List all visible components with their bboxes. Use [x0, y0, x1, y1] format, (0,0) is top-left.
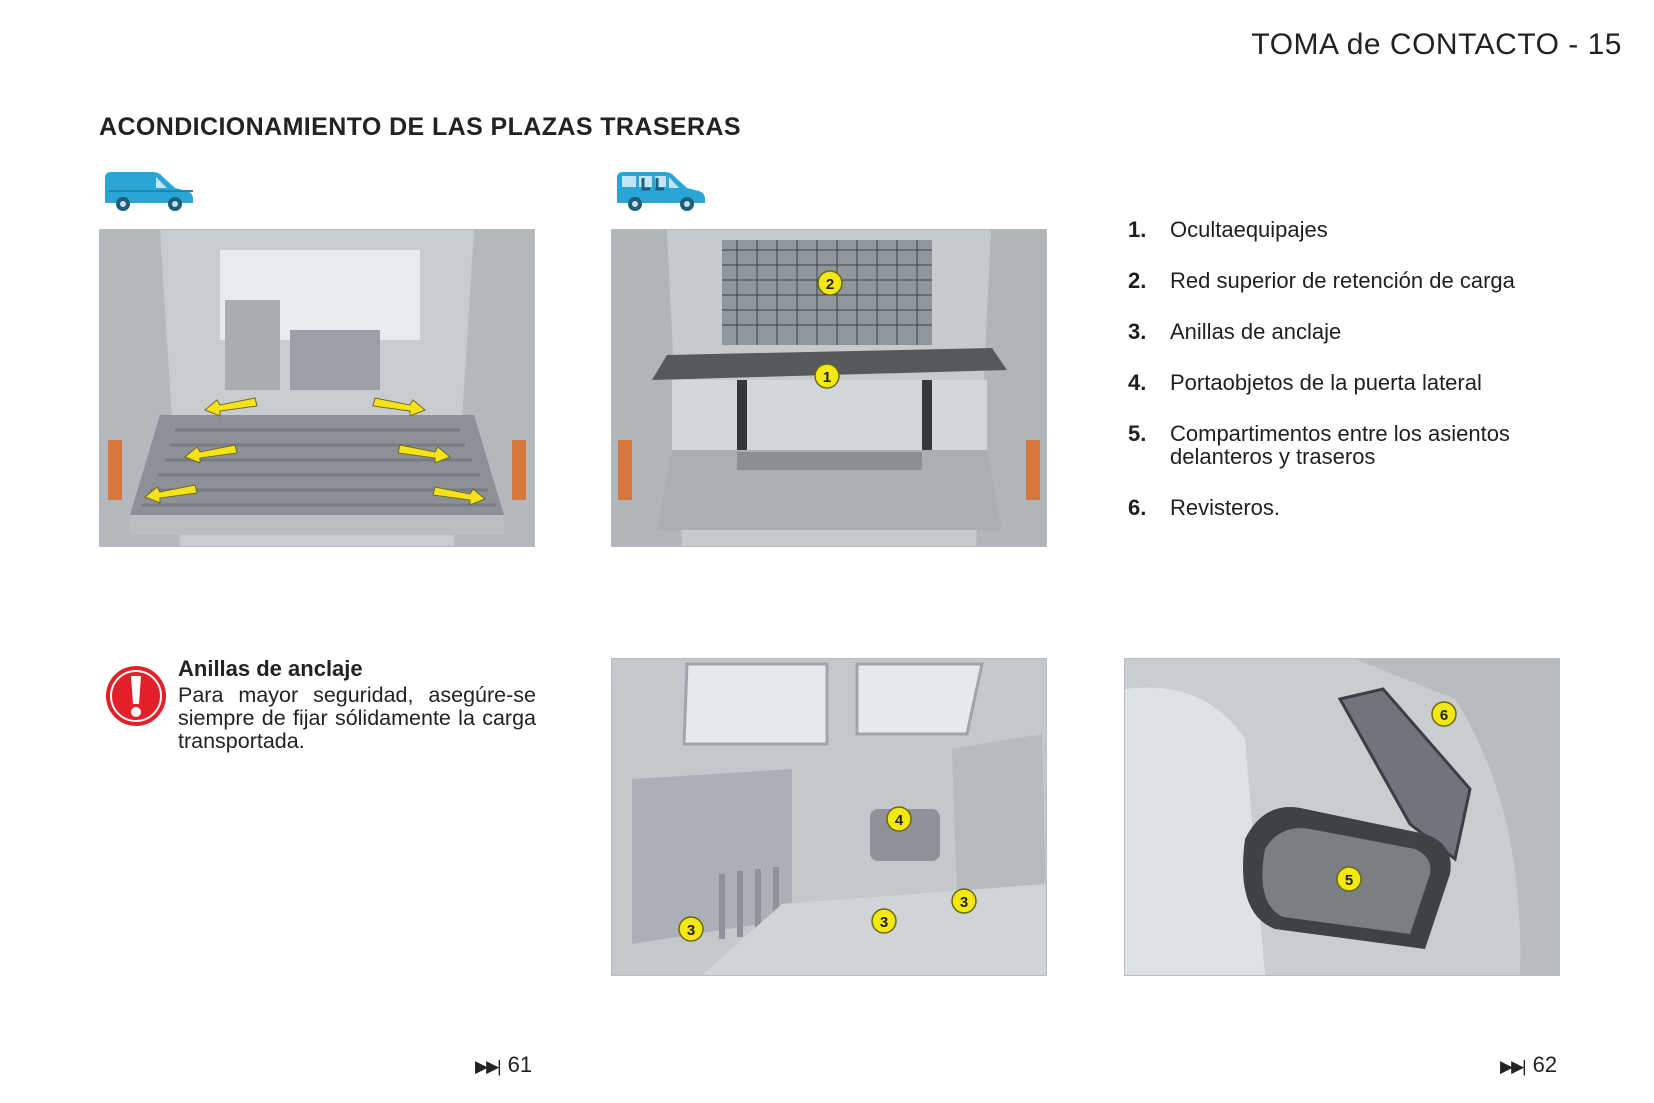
- callout-3c: 3: [686, 922, 696, 939]
- pageref-number: 61: [507, 1052, 533, 1077]
- list-item: [1128, 371, 1608, 394]
- page-header-title: TOMA de CONTACTO - 15: [1251, 28, 1622, 61]
- callout-3b: 3: [879, 914, 889, 931]
- list-item: [1128, 269, 1608, 292]
- list-item: [1128, 496, 1608, 519]
- callout-1: 1: [822, 369, 832, 386]
- list-item-text: Revisteros.: [1170, 495, 1281, 520]
- rear-net-photo: [611, 229, 1047, 547]
- list-item-number: 4.: [1128, 370, 1147, 395]
- list-item-text: Compartimentos entre los asientos delanteros y traseros: [1170, 421, 1510, 469]
- list-item-number: 2.: [1128, 268, 1147, 293]
- list-item: [1128, 422, 1608, 468]
- list-item-text: Anillas de anclaje: [1170, 319, 1342, 344]
- list-item-number: 6.: [1128, 495, 1147, 520]
- list-item: [1128, 218, 1608, 241]
- van-cargo-icon: [101, 168, 195, 212]
- compartment-photo: [1124, 658, 1560, 976]
- skip-forward-icon: ▶▶|: [475, 1057, 500, 1076]
- list-item-number: 1.: [1128, 217, 1147, 242]
- callout-3a: 3: [959, 894, 969, 911]
- side-door-photo: [611, 658, 1047, 976]
- feature-list: [1128, 218, 1608, 519]
- pageref-61[interactable]: [475, 1052, 532, 1078]
- skip-forward-icon: ▶▶|: [1500, 1057, 1525, 1076]
- callout-6: 6: [1439, 707, 1449, 724]
- callout-5: 5: [1344, 872, 1354, 889]
- list-item-text: Ocultaequipajes: [1170, 217, 1328, 242]
- list-item-text: Portaobjetos de la puerta lateral: [1170, 370, 1482, 395]
- callout-4: 4: [894, 812, 904, 829]
- warning-text: Para mayor seguridad, asegúre-se siempre de fijar sólidamente la carga transportada.: [178, 683, 536, 753]
- list-item: [1128, 320, 1608, 343]
- pageref-number: 62: [1532, 1052, 1558, 1077]
- list-item-text: Red superior de retención de carga: [1170, 268, 1515, 293]
- cargo-floor-photo: [99, 229, 535, 547]
- list-item-number: 5.: [1128, 421, 1147, 446]
- section-title: ACONDICIONAMIENTO DE LAS PLAZAS TRASERAS: [99, 113, 741, 141]
- pageref-62[interactable]: [1500, 1052, 1557, 1078]
- van-passenger-icon: [613, 168, 707, 212]
- warning-exclamation-icon: [104, 664, 168, 728]
- list-item-number: 3.: [1128, 319, 1147, 344]
- warning-title: Anillas de anclaje: [178, 656, 363, 681]
- callout-2: 2: [825, 276, 835, 293]
